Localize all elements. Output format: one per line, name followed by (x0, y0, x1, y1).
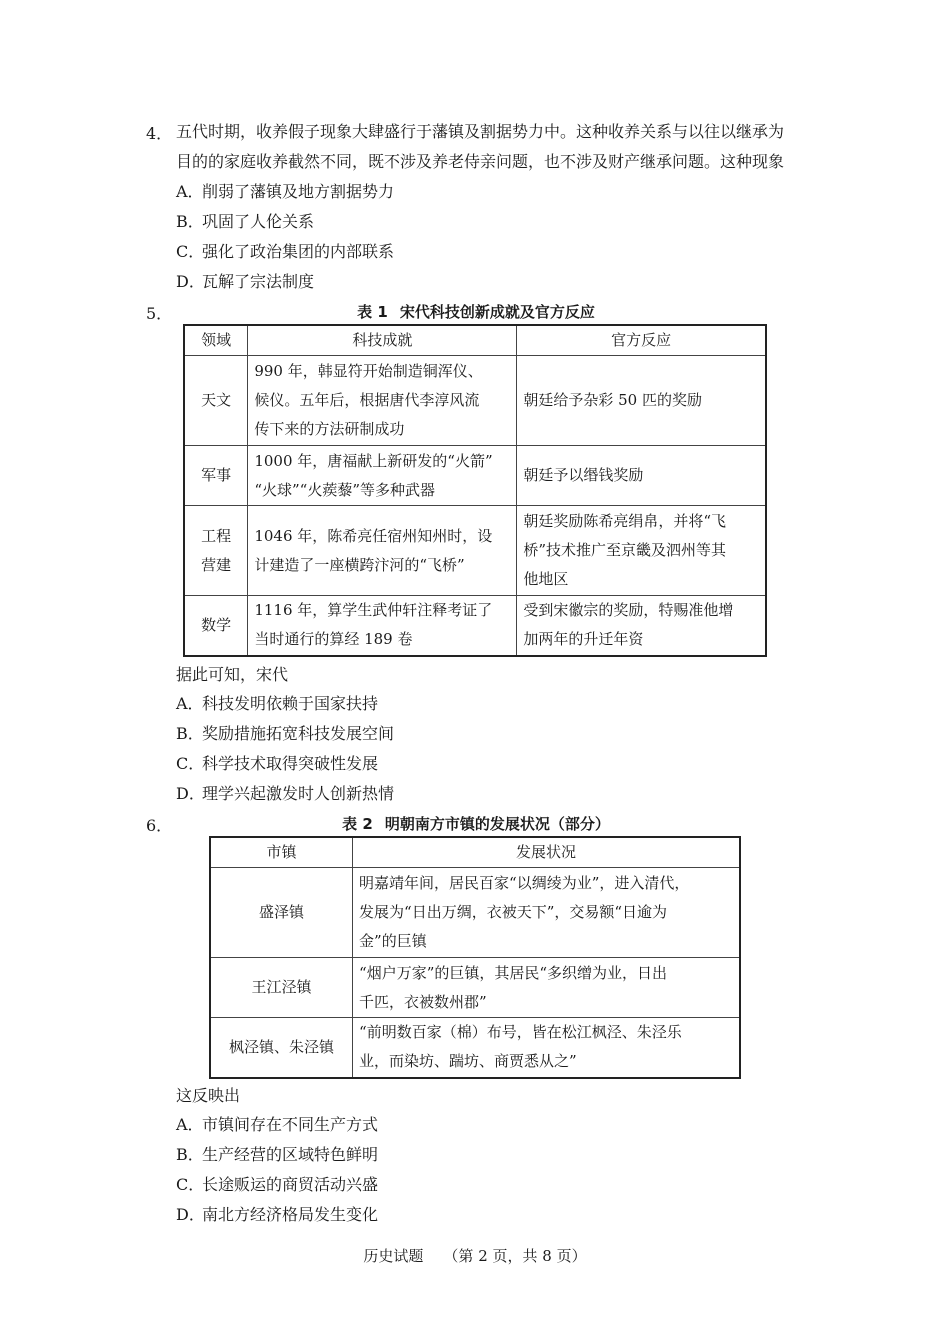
table-cell-response: 受到宋徽宗的奖励，特赐准他增 加两年的升迁年资 (517, 596, 766, 656)
question-4-stem-line-2: 目的的家庭收养截然不同，既不涉及养老侍亲问题，也不涉及财产继承问题。这种现象 (176, 152, 785, 171)
question-5-option-d[interactable]: D．理学兴起激发时人创新热情 (176, 784, 395, 803)
question-4-option-b[interactable]: B．巩固了人伦关系 (176, 212, 315, 231)
table-cell-response: 朝廷予以缗钱奖励 (517, 446, 766, 506)
question-4-option-c[interactable]: C．强化了政治集团的内部联系 (176, 242, 395, 261)
table-row (184, 506, 766, 596)
question-4-option-a[interactable]: A．削弱了藩镇及地方割据势力 (176, 182, 395, 201)
table-1 (183, 324, 767, 657)
question-5-number: 5． (146, 304, 173, 323)
table-cell-status: 明嘉靖年间，居民百家“以绸绫为业”，进入清代， 发展为“日出万绸，衣被天下”，交易额“日逾为 金”的巨镇 (353, 868, 740, 958)
table-1-title: 宋代科技创新成就及官方反应 (399, 303, 595, 321)
table-cell-town: 枫泾镇、朱泾镇 (210, 1018, 353, 1078)
table-cell-field: 数学 (184, 596, 248, 656)
table-row (184, 356, 766, 446)
table-cell-field: 军事 (184, 446, 248, 506)
question-5-option-c[interactable]: C．科学技术取得突破性发展 (176, 754, 379, 773)
table-2-header-status: 发展状况 (353, 837, 740, 868)
question-6-option-a[interactable]: A．市镇间存在不同生产方式 (176, 1115, 379, 1134)
table-cell-status: “烟户万家”的巨镇，其居民“多织缯为业，日出 千匹，衣被数州郡” (353, 958, 740, 1018)
question-5-option-b[interactable]: B．奖励措施拓宽科技发展空间 (176, 724, 395, 743)
table-1-header-response: 官方反应 (517, 325, 766, 356)
table-cell-achievement: 1116 年，算学生武仲轩注释考证了 当时通行的算经 189 卷 (248, 596, 517, 656)
table-1-label: 表 1 (357, 303, 388, 321)
question-4-stem-line-1: 五代时期，收养假子现象大肆盛行于藩镇及割据势力中。这种收养关系与以往以继承为 (176, 122, 785, 141)
table-cell-response: 朝廷给予杂彩 50 匹的奖励 (517, 356, 766, 446)
question-6-option-d[interactable]: D．南北方经济格局发生变化 (176, 1205, 379, 1224)
table-cell-town: 盛泽镇 (210, 868, 353, 958)
table-cell-response: 朝廷奖励陈希亮绢帛，并将“飞 桥”技术推广至京畿及泗州等其 他地区 (517, 506, 766, 596)
table-row (210, 868, 740, 958)
table-2-title: 明朝南方市镇的发展状况（部分） (384, 815, 610, 833)
table-2-label: 表 2 (342, 815, 373, 833)
question-6-option-c[interactable]: C．长途贩运的商贸活动兴盛 (176, 1175, 379, 1194)
table-cell-achievement: 1046 年，陈希亮任宿州知州时，设 计建造了一座横跨汴河的“飞桥” (248, 506, 517, 596)
table-cell-field: 工程 营建 (184, 506, 248, 596)
question-6-number: 6． (146, 816, 173, 835)
table-2-header-town: 市镇 (210, 837, 353, 868)
table-1-header-achievement: 科技成就 (248, 325, 517, 356)
footer-subject: 历史试题 (363, 1247, 424, 1265)
table-cell-achievement: 1000 年，唐福献上新研发的“火箭” “火球”“火蒺藜”等多种武器 (248, 446, 517, 506)
table-2 (209, 836, 741, 1079)
table-cell-field: 天文 (184, 356, 248, 446)
question-4-number: 4． (146, 124, 173, 143)
question-6-option-b[interactable]: B．生产经营的区域特色鲜明 (176, 1145, 379, 1164)
question-4-option-d[interactable]: D．瓦解了宗法制度 (176, 272, 315, 291)
table-row (184, 446, 766, 506)
page-footer (0, 1245, 950, 1266)
table-row (210, 1018, 740, 1078)
question-4-stem (176, 117, 816, 177)
question-5-option-a[interactable]: A．科技发明依赖于国家扶持 (176, 694, 379, 713)
table-2-caption (276, 813, 676, 834)
table-cell-achievement: 990 年，韩显符开始制造铜浑仪、 候仪。五年后，根据唐代李淳风流 传下来的方法研制成功 (248, 356, 517, 446)
table-1-header-field: 领域 (184, 325, 248, 356)
table-row (184, 596, 766, 656)
table-cell-town: 王江泾镇 (210, 958, 353, 1018)
table-1-caption (276, 301, 676, 322)
question-5-lead: 据此可知，宋代 (176, 665, 289, 684)
footer-page-info: （第 2 页，共 8 页） (443, 1247, 587, 1265)
table-row (210, 958, 740, 1018)
table-2-header-row (210, 837, 740, 868)
table-1-header-row (184, 325, 766, 356)
table-cell-status: “前明数百家（棉）布号，皆在松江枫泾、朱泾乐 业，而染坊、踹坊、商贾悉从之” (353, 1018, 740, 1078)
question-6-lead: 这反映出 (176, 1086, 241, 1105)
